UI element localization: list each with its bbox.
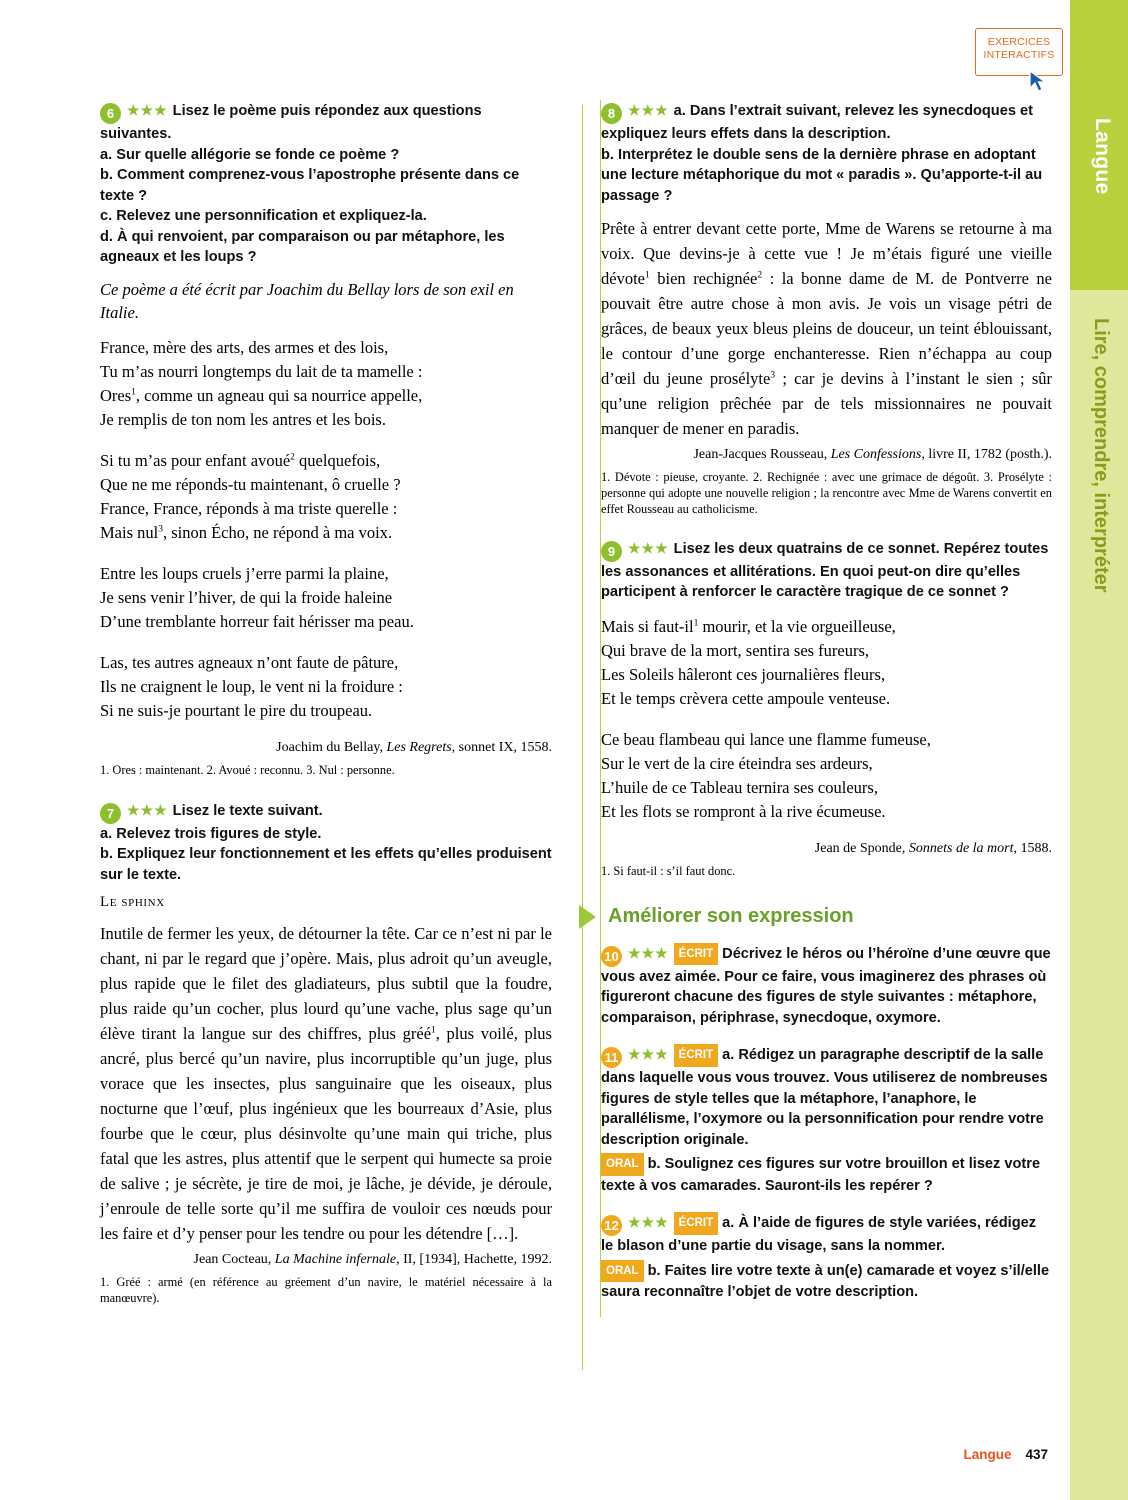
exercise-9 xyxy=(601,538,1052,879)
exercise-9-number: 9 xyxy=(601,541,622,562)
exercise-10-stars: ★★★ xyxy=(628,944,669,961)
source-title: Sonnets de la mort xyxy=(908,840,1014,856)
source-author: Jean-Jacques Rousseau, xyxy=(693,447,831,462)
exercise-11-instruction-b: b. Soulignez ces figures sur votre brouillon et lisez votre texte à vos camarades. Sauront-ils les repérer ? xyxy=(601,1156,1041,1194)
exercise-7-header xyxy=(100,800,552,824)
exercise-7-stars: ★★★ xyxy=(127,801,168,818)
exercise-8-question-a: a. Dans l’extrait suivant, relevez les synecdoques et expliquez leurs effets dans la description. xyxy=(601,103,1033,142)
badge-line-1: EXERCICES xyxy=(987,36,1051,48)
source-rest: , 1588. xyxy=(1013,840,1052,856)
exercise-8-header xyxy=(601,100,1052,145)
exercise-6-question-d: d. À qui renvoient, par comparaison ou par métaphore, les agneaux et les loups ? xyxy=(100,228,505,265)
exercise-8-notes: 1. Dévote : pieuse, croyante. 2. Rechignée : avec une grimace de dégoût. 3. Prosélyte : personne qui adopte une nouvelle religion ; la rencontre avec Mme de Warens convertit en effet Rousseau au catholicisme. xyxy=(601,470,1052,517)
exercise-12-number: 12 xyxy=(601,1215,622,1236)
exercise-6-instruction: Lisez le poème puis répondez aux questions suivantes. xyxy=(100,103,482,142)
source-title: Les Confessions xyxy=(830,447,922,462)
exercise-7-text: Inutile de fermer les yeux, de détourner la tête. Car ce n’est ni par le chant, ni par le regard que j’opère. Mais, plus adroit qu’un aveugle, plus rapide que le filet des gladiateurs, plus subtil que la foudre, plus raide qu’un cocher, plus lourd qu’une vache, plus sage qu’un élève tirant la langue sur des chiffres, plus gréé$^1$, plus voilé, plus ancré, plus bercé qu’un navire, plus incorruptible qu’un juge, plus vorace que les insectes, plus sanguinaire que les oiseaux, plus nocturne que l’œuf, plus ingénieux que les bourreaux d’Asie, plus fourbe que le cœur, plus désinvolte qu’une main qui triche, plus fatal que les astres, plus attentif que le serpent qui humecte sa proie de salive ; je sécrète, je tire de moi, je lâche, je dévide, je déroule, j’enroule de telle sorte qu’il me suffira de vouloir ces nœuds pour les faire et d’y penser pour les tendre ou pour les détendre […]. xyxy=(100,924,552,1244)
poem-stanza-2: Si tu m’as pour enfant avoué$^2$ quelquefois, Que ne me réponds-tu maintenant, ô cruelle ? France, France, réponds à ma triste querelle : Mais nul$^3$, sinon Écho, ne répond à ma voix. xyxy=(100,450,401,542)
source-author: Joachim du Bellay, xyxy=(276,739,387,755)
exercise-12-tag-oral: ORAL xyxy=(601,1260,644,1283)
exercices-interactifs-badge[interactable] xyxy=(975,28,1063,76)
exercise-7-question-b: b. Expliquez leur fonctionnement et les effets qu’elles produisent sur le texte. xyxy=(100,846,552,883)
exercise-11-part-b xyxy=(601,1153,1052,1196)
sonnet-stanza-2: Ce beau flambeau qui lance une flamme fumeuse, Sur le vert de la cire éteindra ses ardeurs, L’huile de ce Tableau ternira ses couleurs, Et les flots se rompront à la rive écumeuse. xyxy=(601,729,931,821)
exercise-12-tag-ecrit: ÉCRIT xyxy=(674,1212,719,1235)
exercise-9-source xyxy=(601,841,1052,857)
exercise-6-source xyxy=(100,740,552,756)
column-divider xyxy=(582,105,583,1370)
exercise-11-number: 11 xyxy=(601,1047,622,1068)
exercise-6-notes: 1. Ores : maintenant. 2. Avoué : reconnu. 3. Nul : personne. xyxy=(100,762,395,777)
exercise-8-question-b: b. Interprétez le double sens de la dernière phrase en adoptant une lecture métaphorique du mot « paradis ». Qu’apporte-t-il au passage ? xyxy=(601,146,1043,204)
exercise-9-instruction: Lisez les deux quatrains de ce sonnet. Repérez toutes les assonances et allitérations. En quoi peut-on dire qu’elles participent à renforcer le caractère tragique de ce sonnet ? xyxy=(601,540,1049,601)
exercise-11-tag-oral: ORAL xyxy=(601,1153,644,1176)
exercise-8-text: Prête à entrer devant cette porte, Mme de Warens se retourne à ma voix. Que devins-je à cette vue ! Je m’étais figuré une vieille dévote$^1$ bien rechignée$^2$ : la bonne dame de M. de Pontverre ne pouvait être autre chose à mon avis. Je vois un visage pétri de grâces, de beaux yeux bleus pleins de douceur, un teint éblouissant, le contour d’une gorge enchanteresse. Rien n’échappa au coup d’œil du jeune prosélyte$^3$ ; car je devins à l’instant le sien ; sûr qu’une religion prêchée par de tels missionnaires ne pouvait manquer de mener en paradis. xyxy=(601,219,1053,438)
section-ameliorer-son-expression xyxy=(601,905,1052,929)
exercise-12-instruction-b: b. Faites lire votre texte à un(e) camarade et voyez s’il/elle saura reconnaître l’objet de votre description. xyxy=(601,1262,1050,1301)
exercise-11-instruction-a: a. Rédigez un paragraphe descriptif de la salle dans laquelle vous vous trouvez. Vous utiliserez de nombreuses figures de style telles que la métaphore, l’anaphore, le parallélisme, l’oxymore ou la personnification pour rendre votre description originale. xyxy=(601,1047,1048,1148)
exercise-12-header xyxy=(601,1212,1052,1257)
exercise-6-header xyxy=(100,100,552,145)
poem-stanza-3: Entre les loups cruels j’erre parmi la plaine, Je sens venir l’hiver, de qui la froide haleine D’une tremblante horreur fait hérisser ma peau. xyxy=(100,563,414,631)
left-column xyxy=(100,100,552,1321)
side-tab-lire-comprendre xyxy=(1070,300,1128,820)
side-tab-langue-label: Langue xyxy=(1091,118,1114,195)
exercise-9-stars: ★★★ xyxy=(628,539,669,556)
exercise-6-question-a: a. Sur quelle allégorie se fonde ce poème ? xyxy=(100,146,400,163)
exercise-9-header xyxy=(601,538,1052,603)
sonnet-stanza-1: Mais si faut-$il^1$ mourir, et la vie orgueilleuse, Qui brave de la mort, sentira ses fureurs, Les Soleils hâleront ces journalières fleurs, Et le temps crèvera cette ampoule venteuse. xyxy=(601,616,896,708)
exercise-7-question-a: a. Relevez trois figures de style. xyxy=(100,825,322,842)
page-footer xyxy=(963,1447,1048,1462)
exercise-11-tag-ecrit: ÉCRIT xyxy=(674,1044,719,1067)
source-rest: , sonnet IX, 1558. xyxy=(451,739,552,755)
exercise-11-stars: ★★★ xyxy=(628,1046,669,1063)
exercise-12-instruction-a: a. À l’aide de figures de style variées, rédigez le blason d’une partie du visage, sans la nommer. xyxy=(601,1215,1037,1255)
source-title: La Machine infernale xyxy=(274,1252,397,1268)
exercise-6-question-b: b. Comment comprenez-vous l’apostrophe présente dans ce texte ? xyxy=(100,167,520,204)
poem-stanza-1: France, mère des arts, des armes et des lois, Tu m’as nourri longtemps du lait de ta mamelle : Ores$^1$, comme un agneau qui sa nourrice appelle, Je remplis de ton nom les antres et les bois. xyxy=(100,337,423,429)
exercise-6-stars: ★★★ xyxy=(127,102,168,118)
exercise-6-number: 6 xyxy=(100,103,121,124)
exercise-7 xyxy=(100,800,552,1307)
exercise-8-source xyxy=(601,447,1052,463)
footer-page-number: 437 xyxy=(1025,1447,1048,1462)
exercise-7-source xyxy=(100,1252,552,1268)
side-tab-langue xyxy=(1070,0,1128,290)
exercise-7-number: 7 xyxy=(100,803,121,824)
exercise-11-header xyxy=(601,1044,1052,1150)
source-author: Jean Cocteau, xyxy=(193,1252,275,1268)
exercise-10-number: 10 xyxy=(601,946,622,967)
exercise-10 xyxy=(601,943,1052,1029)
exercise-10-header xyxy=(601,943,1052,1029)
text-title-sphinx: Le sphinx xyxy=(100,894,165,911)
footer-section-label: Langue xyxy=(963,1447,1012,1462)
source-title: Les Regrets xyxy=(386,739,452,755)
exercise-10-instruction: Décrivez le héros ou l’héroïne d’une œuvre que vous avez aimée. Pour ce faire, vous imaginerez des phrases où figureront chacune des figures de style suivantes : métaphore, comparaison, périphrase, synecdoque, oxymore. xyxy=(601,945,1051,1026)
exercise-12-stars: ★★★ xyxy=(628,1214,669,1231)
exercise-6-intro: Ce poème a été écrit par Joachim du Bellay lors de son exil en Italie. xyxy=(100,279,514,322)
right-column xyxy=(600,100,1052,1317)
source-author: Jean de Sponde, xyxy=(814,840,909,856)
exercise-11 xyxy=(601,1044,1052,1196)
triangle-bullet-icon xyxy=(579,905,596,929)
exercise-6 xyxy=(100,100,552,778)
exercise-8 xyxy=(601,100,1052,518)
section-title: Améliorer son expression xyxy=(608,905,854,928)
source-rest: , livre II, 1782 (posth.). xyxy=(921,447,1052,462)
badge-line-2: INTERACTIFS xyxy=(983,49,1055,61)
exercise-8-stars: ★★★ xyxy=(628,102,669,118)
exercise-12-part-b xyxy=(601,1260,1052,1303)
exercise-9-notes: 1. Si faut-il : s’il faut donc. xyxy=(601,863,736,878)
exercise-8-number: 8 xyxy=(601,103,622,124)
exercise-10-tag-ecrit: ÉCRIT xyxy=(674,943,719,966)
source-rest: , II, [1934], Hachette, 1992. xyxy=(396,1252,552,1268)
exercise-6-question-c: c. Relevez une personnification et expliquez-la. xyxy=(100,208,427,224)
poem-stanza-4: Las, tes autres agneaux n’ont faute de pâture, Ils ne craignent le loup, le vent ni la froidure : Si ne suis-je pourtant le pire du troupeau. xyxy=(100,652,403,720)
exercise-7-instruction: Lisez le texte suivant. xyxy=(172,802,323,819)
exercise-7-notes: 1. Gréé : armé (en référence au gréement d’un navire, le matériel nécessaire à la manœuvre). xyxy=(100,1275,552,1306)
exercise-12 xyxy=(601,1212,1052,1303)
side-tab-lire-comprendre-label: Lire, comprendre, interpréter xyxy=(1090,318,1112,593)
